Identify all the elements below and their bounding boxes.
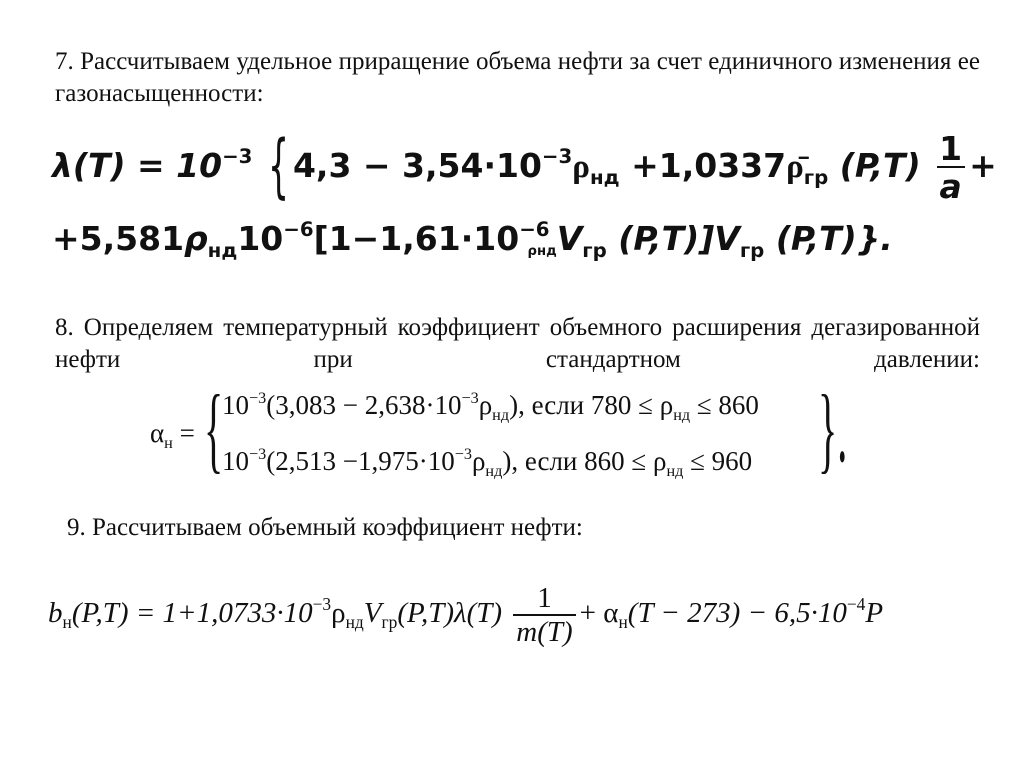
- step8-text: 8. Определяем температурный коэффициент объемного расширения дегазированной нефти при стандартном давлении:: [55, 314, 980, 373]
- formula-lambda-line1: $\lambda(T) = 10^{-3}$ { $4,3 - 3,54\cdot 10^{-3}\rho_{нд}$ $+1,0337\rhō_{гр}$ (P,T) $\frac{1}{a}$ +: [52, 124, 997, 207]
- alpha-open-brace: {: [204, 374, 224, 483]
- alpha-close-brace: }.: [818, 374, 848, 483]
- fraction-1-over-a: $\frac{1}{a}$: [936, 132, 965, 203]
- step9-paragraph: [67, 512, 583, 544]
- step7-text: 7. Рассчитываем удельное приращение объема нефти за счет единичного изменения ее газонасыщенности:: [55, 48, 980, 107]
- alpha-case-1: $10^{-3}(3,083 - 2,638\cdot 10^{-3}\rho_{нд})$, если $780 \le \rho_{нд} \le 860$: [222, 388, 759, 424]
- formula-lambda-line2: $+5,581\rho_{нд}10^{-6}[1-1,61\cdot 10^{-6}_{\rho нд}V_{гр}$ $(P,T)]V_{гр}$ (P,T)}.: [52, 218, 893, 262]
- open-brace: {: [267, 124, 289, 207]
- alpha-case-2: $10^{-3}(2,513 -1,975\cdot 10^{-3}\rho_{нд})$, если $860 \le \rho_{нд} \le 960$: [222, 444, 753, 480]
- step7-paragraph: [55, 46, 980, 110]
- alpha-lhs: $\alpha_н$ =: [150, 418, 195, 452]
- step8-paragraph: [55, 312, 980, 376]
- fraction-1-over-mT: $\frac{1}{m(T)}$: [513, 584, 575, 647]
- step9-text: 9. Рассчитываем объемный коэффициент нефти:: [67, 514, 583, 541]
- formula-b: $b_н(P,T) = 1+1,0733\cdot 10^{-3}\rho_{нд}V_{гр}(P,T)\lambda(T)$ $\frac{1}{m(T)}$ + $\alpha_н(T - 273) - 6,5\cdot 10^{-4}P$: [48, 582, 884, 648]
